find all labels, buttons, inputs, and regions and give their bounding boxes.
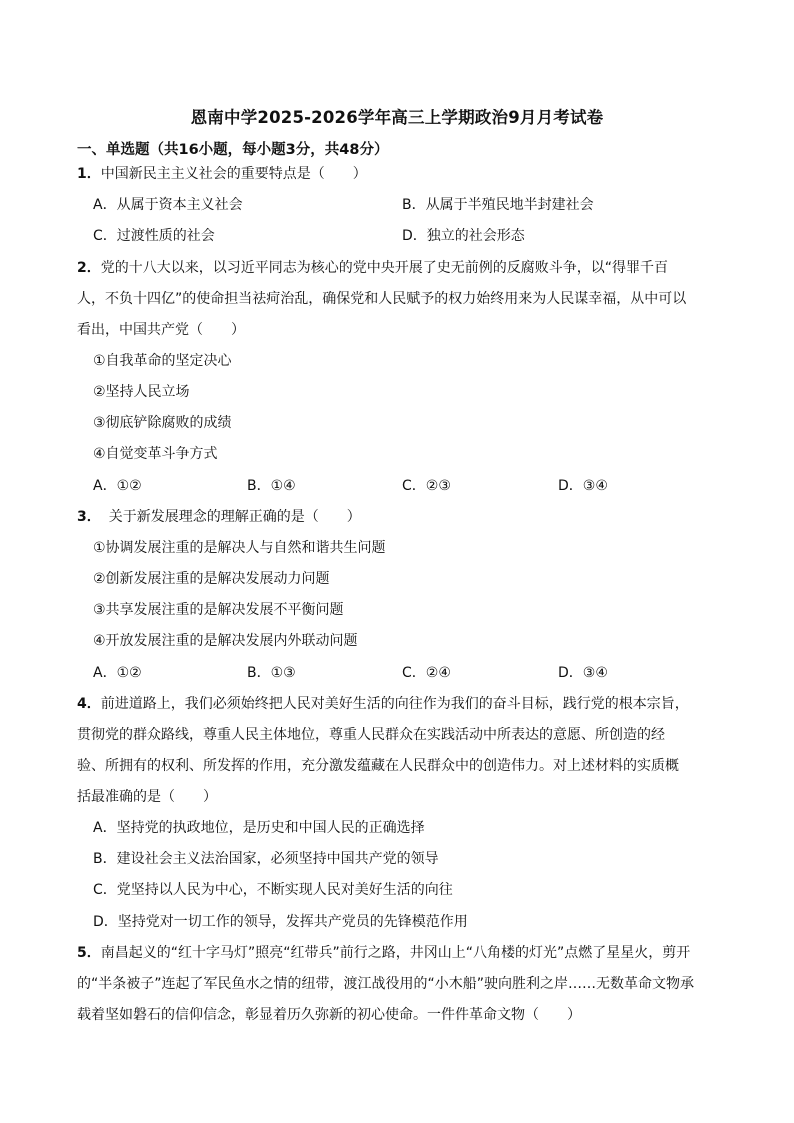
option-a[interactable]: A．从属于资本主义社会 <box>93 197 243 213</box>
question-1 <box>77 164 367 184</box>
question-text: 中国新民主主义社会的重要特点是（ ） <box>100 166 367 182</box>
statement-item: ①自我革命的坚定决心 <box>93 353 232 369</box>
option-c[interactable]: C．②③ <box>402 478 451 494</box>
question-2-line-2: 人，不负十四亿”的使命担当祛疴治乱，确保党和人民赋予的权力始终用来为人民谋幸福，从中可以 <box>77 291 687 307</box>
question-text: 南昌起义的“红十字马灯”照亮“红带兵”前行之路，井冈山上“八角楼的灯光”点燃了星星火，剪开 <box>100 945 691 961</box>
option-a[interactable]: A．坚持党的执政地位，是历史和中国人民的正确选择 <box>93 820 425 836</box>
statement-item: ③共享发展注重的是解决发展不平衡问题 <box>93 602 344 618</box>
option-c[interactable]: C．党坚持以人民为中心，不断实现人民对美好生活的向往 <box>93 882 453 898</box>
question-4-line-3: 验、所拥有的权利、所发挥的作用，充分激发蕴藏在人民群众中的创造伟力。对上述材料的实质概 <box>77 758 679 774</box>
question-number: 3． <box>77 509 101 525</box>
question-number: 1． <box>77 166 101 182</box>
option-d[interactable]: D．独立的社会形态 <box>402 228 525 244</box>
option-d[interactable]: D．坚持党对一切工作的领导，发挥共产党员的先锋模范作用 <box>93 914 468 930</box>
option-a[interactable]: A．①② <box>93 665 142 681</box>
option-c[interactable]: C．②④ <box>402 665 451 681</box>
question-5-line-3: 载着坚如磐石的信仰信念，彰显着历久弥新的初心使命。一件件革命文物（ ） <box>77 1007 581 1023</box>
question-5-line-2: 的“半条被子”连起了军民鱼水之情的纽带，渡江战役用的“小木船”驶向胜利之岸……无数革命文物承 <box>77 976 695 992</box>
option-c[interactable]: C．过渡性质的社会 <box>93 228 215 244</box>
section-heading: 一、单选题（共16小题，每小题3分，共48分） <box>77 142 389 158</box>
question-text: 前进道路上，我们必须始终把人民对美好生活的向往作为我们的奋斗目标，践行党的根本宗旨， <box>100 696 689 712</box>
option-b[interactable]: B．①③ <box>247 665 296 681</box>
option-b[interactable]: B．①④ <box>247 478 296 494</box>
statement-item: ④自觉变革斗争方式 <box>93 446 218 462</box>
question-number: 4． <box>77 696 101 712</box>
question-4-line-1 <box>77 694 689 714</box>
option-d[interactable]: D．③④ <box>558 478 608 494</box>
question-5-line-1 <box>77 943 690 963</box>
statement-item: ②坚持人民立场 <box>93 384 190 400</box>
statement-item: ①协调发展注重的是解决人与自然和谐共生问题 <box>93 540 386 556</box>
option-b[interactable]: B．建设社会主义法治国家，必须坚持中国共产党的领导 <box>93 851 439 867</box>
question-number: 5． <box>77 945 101 961</box>
question-3 <box>77 507 361 527</box>
option-a[interactable]: A．①② <box>93 478 142 494</box>
question-number: 2． <box>77 260 101 276</box>
statement-item: ②创新发展注重的是解决发展动力问题 <box>93 571 330 587</box>
question-4-line-4: 括最准确的是（ ） <box>77 789 217 805</box>
option-b[interactable]: B．从属于半殖民地半封建社会 <box>402 197 594 213</box>
question-2-line-1 <box>77 258 668 278</box>
exam-title: 恩南中学2025-2026学年高三上学期政治9月月考试卷 <box>190 108 604 127</box>
question-2-line-3: 看出，中国共产党（ ） <box>77 322 245 338</box>
statement-item: ④开放发展注重的是解决发展内外联动问题 <box>93 633 358 649</box>
question-text: 党的十八大以来，以习近平同志为核心的党中央开展了史无前例的反腐败斗争，以“得罪千百 <box>100 260 669 276</box>
statement-item: ③彻底铲除腐败的成绩 <box>93 415 232 431</box>
question-4-line-2: 贯彻党的群众路线，尊重人民主体地位，尊重人民群众在实践活动中所表达的意愿、所创造的经 <box>77 727 665 743</box>
option-d[interactable]: D．③④ <box>558 665 608 681</box>
question-text: 关于新发展理念的理解正确的是（ ） <box>108 509 361 525</box>
